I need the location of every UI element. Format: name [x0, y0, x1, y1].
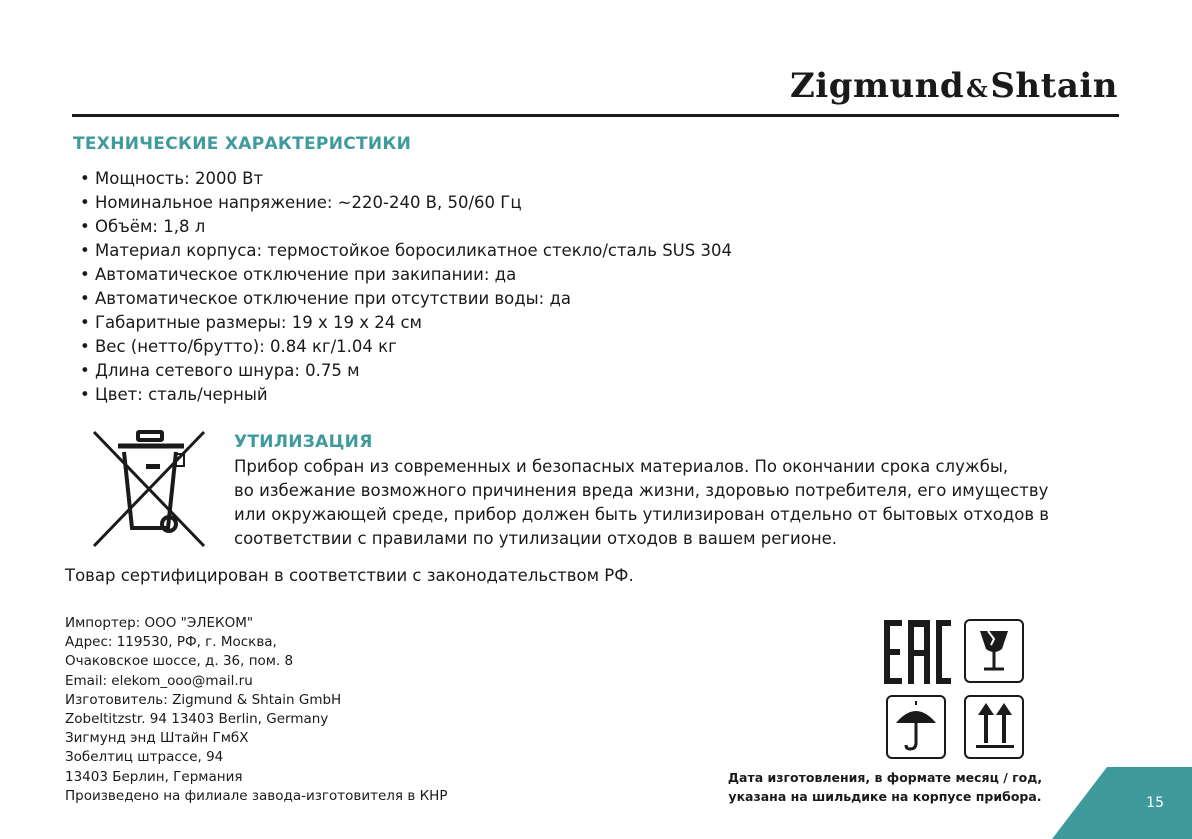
spec-item: • Материал корпуса: термостойкое боросиликатное стекло/сталь SUS 304	[80, 239, 732, 263]
keep-dry-icon	[886, 695, 946, 759]
importer-line: 13403 Берлин, Германия	[65, 768, 243, 785]
logo-part1: Zigmund	[789, 66, 965, 106]
crossed-bin-icon	[92, 428, 208, 556]
importer-line: Адрес: 119530, РФ, г. Москва,	[65, 634, 277, 651]
brand-logo	[790, 66, 1118, 106]
this-way-up-icon	[964, 695, 1024, 759]
spec-item: • Габаритные размеры: 19 х 19 х 24 см	[80, 311, 732, 335]
spec-item: • Мощность: 2000 Вт	[80, 167, 732, 191]
importer-line: Зобелтиц штрассе, 94	[65, 749, 224, 766]
spec-item: • Автоматическое отключение при закипании: да	[80, 263, 732, 287]
manufacture-note-line2: указана на шильдике на корпусе прибора.	[728, 789, 1042, 804]
importer-line: Zobeltitzstr. 94 13403 Berlin, Germany	[65, 711, 329, 728]
spec-item: • Автоматическое отключение при отсутствии воды: да	[80, 287, 732, 311]
importer-info	[65, 614, 447, 806]
recycling-line: или окружающей среде, прибор должен быть утилизирован отдельно от бытовых отходов в	[234, 505, 1050, 524]
manufacture-date-note	[720, 768, 1050, 806]
recycling-line: во избежание возможного причинения вреда жизни, здоровью потребителя, его имуществу	[234, 481, 1049, 500]
eac-mark-icon	[884, 620, 952, 690]
page-corner-decoration	[1052, 767, 1192, 839]
spec-item: • Номинальное напряжение: ~220-240 В, 50/60 Гц	[80, 191, 732, 215]
specs-list	[80, 167, 732, 407]
importer-line: Импортер: ООО "ЭЛЕКОМ"	[65, 615, 254, 631]
recycling-line: Прибор собран из современных и безопасных материалов. По окончании срока службы,	[234, 457, 1009, 476]
manufacture-note-line1: Дата изготовления, в формате месяц / год,	[727, 770, 1043, 785]
spec-item: • Объём: 1,8 л	[80, 215, 732, 239]
recycling-title: УТИЛИЗАЦИЯ	[234, 432, 373, 452]
importer-line: Очаковское шоссе, д. 36, пом. 8	[65, 653, 294, 670]
fragile-icon	[964, 619, 1024, 683]
importer-line: Произведено на филиале завода-изготовителя в КНР	[65, 787, 448, 804]
spec-item: • Длина сетевого шнура: 0.75 м	[80, 359, 732, 383]
logo-amp: &	[966, 74, 989, 103]
certification-note: Товар сертифицирован в соответствии с законодательством РФ.	[65, 566, 634, 585]
importer-line: Email: elekom_ooo@mail.ru	[65, 672, 253, 689]
specs-title: ТЕХНИЧЕСКИЕ ХАРАКТЕРИСТИКИ	[73, 134, 412, 154]
header-divider	[72, 114, 1119, 117]
page-number: 15	[1146, 795, 1164, 811]
recycling-line: соответствии с правилами по утилизации отходов в вашем регионе.	[234, 529, 838, 548]
recycling-text	[234, 455, 1114, 551]
importer-line: Изготовитель: Zigmund & Shtain GmbH	[65, 691, 342, 708]
spec-item: • Вес (нетто/брутто): 0.84 кг/1.04 кг	[80, 335, 732, 359]
logo-part2: Shtain	[990, 66, 1118, 106]
importer-line: Зигмунд энд Штайн ГмбХ	[65, 730, 249, 747]
spec-item: • Цвет: сталь/черный	[80, 383, 732, 407]
